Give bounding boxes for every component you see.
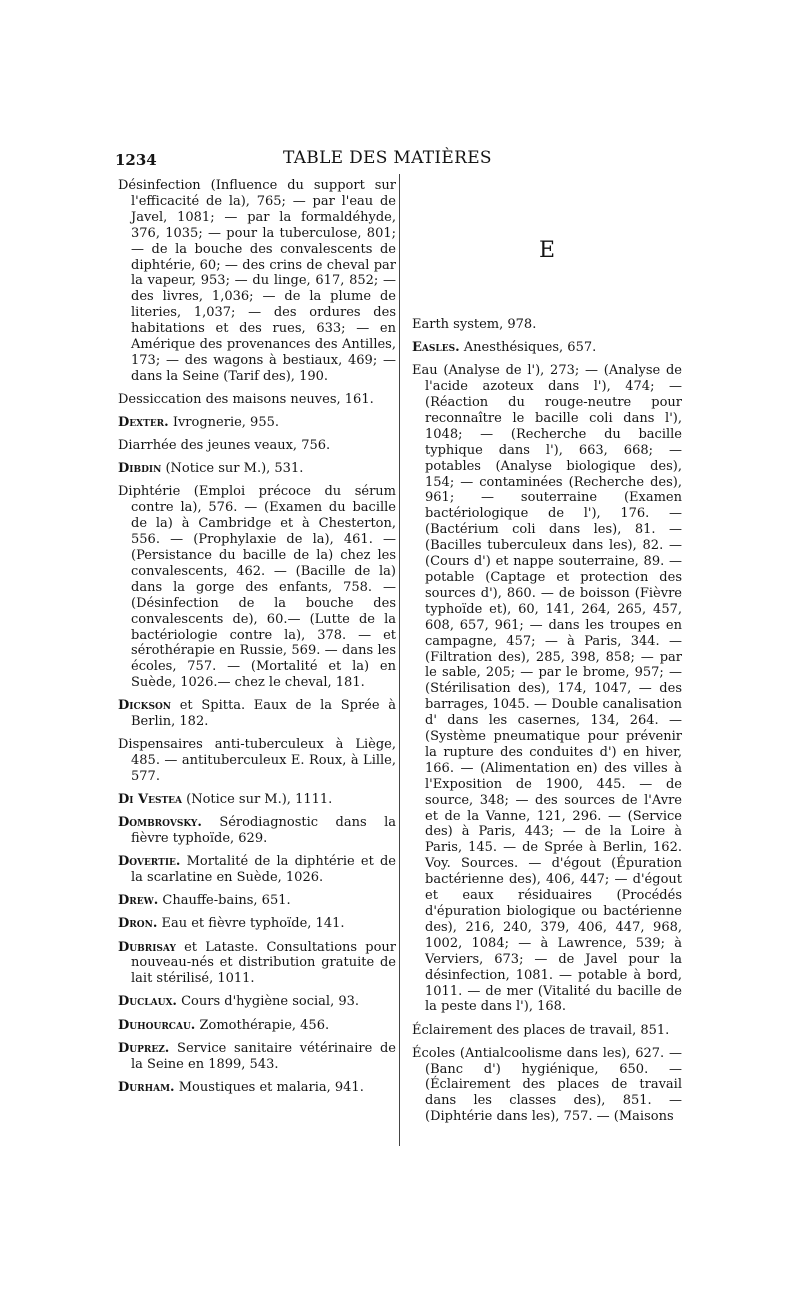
page-number: 1234 [115,151,157,169]
running-title: TABLE DES MATIÈRES [283,148,492,168]
entry-headword: Duclaux. [118,994,177,1010]
index-entry [412,363,682,1015]
entry-text: Mortalité de la diphtérie et de la scarlatine en Suède, 1026. [131,854,396,886]
entry-text: Désinfection (Influence du support sur l'efficacité de la), 765; — par l'eau de Javel, 1081; — par la formaldéhyde, 376, 1035; — pour la tuberculose, 801; — de la bouche des convalescents de diphtérie, 60; — des crins de cheval par la vapeur, 953; — du linge, 617, 852; — des livres, 1,036; — de la plume de literies, 1,037; — des ordures des habitations et des rues, 633; — en Amérique des provenances des Antilles, 173; — des wagons à bestiaux, 469; — dans la Seine (Tarif des), 190. [118,178,396,384]
entry-text: (Notice sur M.), 1111. [182,792,333,808]
index-entry [118,1018,396,1034]
entry-text: Dessiccation des maisons neuves, 161. [118,391,374,407]
entry-text: Diphtérie (Emploi précoce du sérum contre la), 576. — (Examen du bacille de la) à Cambridge et à Chesterton, 556. — (Prophylaxie de la), 461. — (Persistance du bacille de la) chez les convalescents, 462. — (Bacille de la) dans la gorge des enfants, 758. — (Désinfection de la bouche des convalescents de), 60.— (Lutte de la bactériologie contre la), 378. — et sérothérapie en Russie, 569. — dans les écoles, 757. — (Mortalité et la) en Suède, 1026.— chez le cheval, 181. [118,484,396,691]
index-entry [118,484,396,691]
index-entry [118,178,396,385]
index-entry [118,792,396,808]
entry-headword: Duhourcau. [118,1017,196,1033]
index-entry [118,1041,396,1073]
entry-text: et Spitta. Eaux de la Sprée à Berlin, 182. [131,698,396,730]
index-entry [118,461,396,477]
index-entry [118,916,396,932]
entry-text: Dispensaires anti-tuberculeux à Liège, 485. — antituberculeux E. Roux, à Lille, 577. [118,737,396,785]
index-entry [118,415,396,431]
index-entry [118,940,396,988]
entry-headword: Dovertie. [118,854,181,870]
index-entry [118,854,396,886]
index-entry [118,438,396,454]
index-entry [118,1080,396,1096]
entry-text: Éclairement des places de travail, 851. [412,1022,670,1038]
index-entry [412,317,682,333]
right-column [412,317,682,1132]
index-entry [118,994,396,1010]
entry-text: Eau (Analyse de l'), 273; — (Analyse de l'acide azoteux dans l'), 474; — (Réaction du rouge-neutre pour reconnaître le bacille coli dans l'), 1048; — (Recherche du bacille typhique dans l'), 663, 668; — potables (Analyse biologique des), 154; — contaminées (Recherche des), 961; — souterraine (Examen bactériologique de l'), 176. — (Bactérium coli dans les), 81. — (Bacilles tuberculeux dans les), 82. — (Cours d') et nappe souterraine, 89. — potable (Captage et protection des sources d'), 860. — de boisson (Fièvre typhoïde et), 60, 141, 264, 265, 457, 608, 657, 961; — dans les troupes en campagne, 457; — à Paris, 344. — (Filtration des), 285, 398, 858; — par le sable, 205; — par le brome, 957; — (Stérilisation des), 174, 1047, — des barrages, 1045. — Double canalisation d' dans les casernes, 134, 264. — (Système pneumatique pour prévenir la rupture des conduites d') en hiver, 166. — (Alimentation en) des villes à l'Exposition de 1900, 445. — de source, 348; — des sources de l'Avre et de la Vanne, 121, 296. — (Service des) à Paris, 443; — de la Loire à Paris, 145. — de Sprée à Berlin, 162. Voy. Sources. — d'égout (Épuration bactérienne des), 406, 447; — d'égout et eaux résiduaires (Procédés d'épuration biologique ou bactérienne des), 216, 240, 379, 406, 447, 968, 1002, 1084; — à Lawrence, 539; à Verviers, 673; — de Javel pour la désinfection, 1081. — potable à bord, 1011. — de mer (Vitalité du bacille de la peste dans l'), 168. [412,363,682,1015]
entry-text: Sérodiagnostic dans la fièvre typhoïde, 629. [131,815,396,847]
entry-text: et Lataste. Consultations pour nouveau-nés et distribution gratuite de lait stérilisé, 1011. [131,939,396,987]
index-entry [118,392,396,408]
entry-headword: Dron. [118,916,158,932]
entry-text: Cours d'hygiène social, 93. [176,994,360,1010]
entry-headword: Dombrovsky. [118,815,202,831]
entry-text: Écoles (Antialcoolisme dans les), 627. — (Banc d') hygiénique, 650. — (Éclairement des places de travail dans les classes des), 851. — (Diphtérie dans les), 757. — (Maisons [412,1045,682,1125]
entry-text: Diarrhée des jeunes veaux, 756. [118,438,331,454]
entry-text: Chauffe-bains, 651. [158,893,291,909]
entry-text: (Notice sur M.), 531. [161,461,304,477]
left-column [118,178,396,1103]
entry-text: Anesthésiques, 657. [459,340,597,356]
entry-text: Zomothérapie, 456. [195,1017,330,1033]
entry-headword: Dubrisay [118,939,176,955]
entry-headword: Dickson [118,698,172,714]
index-entry [412,340,682,356]
entry-headword: Durham. [118,1079,175,1095]
index-entry [118,698,396,730]
index-entry [412,1046,682,1126]
entry-text: Service sanitaire vétérinaire de la Seine en 1899, 543. [131,1040,396,1072]
column-rule [399,174,400,1146]
entry-text: Earth system, 978. [412,317,537,332]
index-entry [118,737,396,785]
entry-headword: Easles. [412,340,460,356]
entry-headword: Di Vestea [118,792,182,808]
index-entry [118,815,396,847]
entry-text: Moustiques et malaria, 941. [174,1079,364,1095]
entry-text: Eau et fièvre typhoïde, 141. [157,916,345,932]
index-entry [118,893,396,909]
entry-headword: Duprez. [118,1040,170,1056]
entry-text: Ivrognerie, 955. [168,415,280,431]
section-letter: E [539,238,556,263]
index-entry [412,1023,682,1039]
entry-headword: Dexter. [118,415,169,431]
entry-headword: Drew. [118,893,159,909]
entry-headword: Dibdin [118,461,162,477]
